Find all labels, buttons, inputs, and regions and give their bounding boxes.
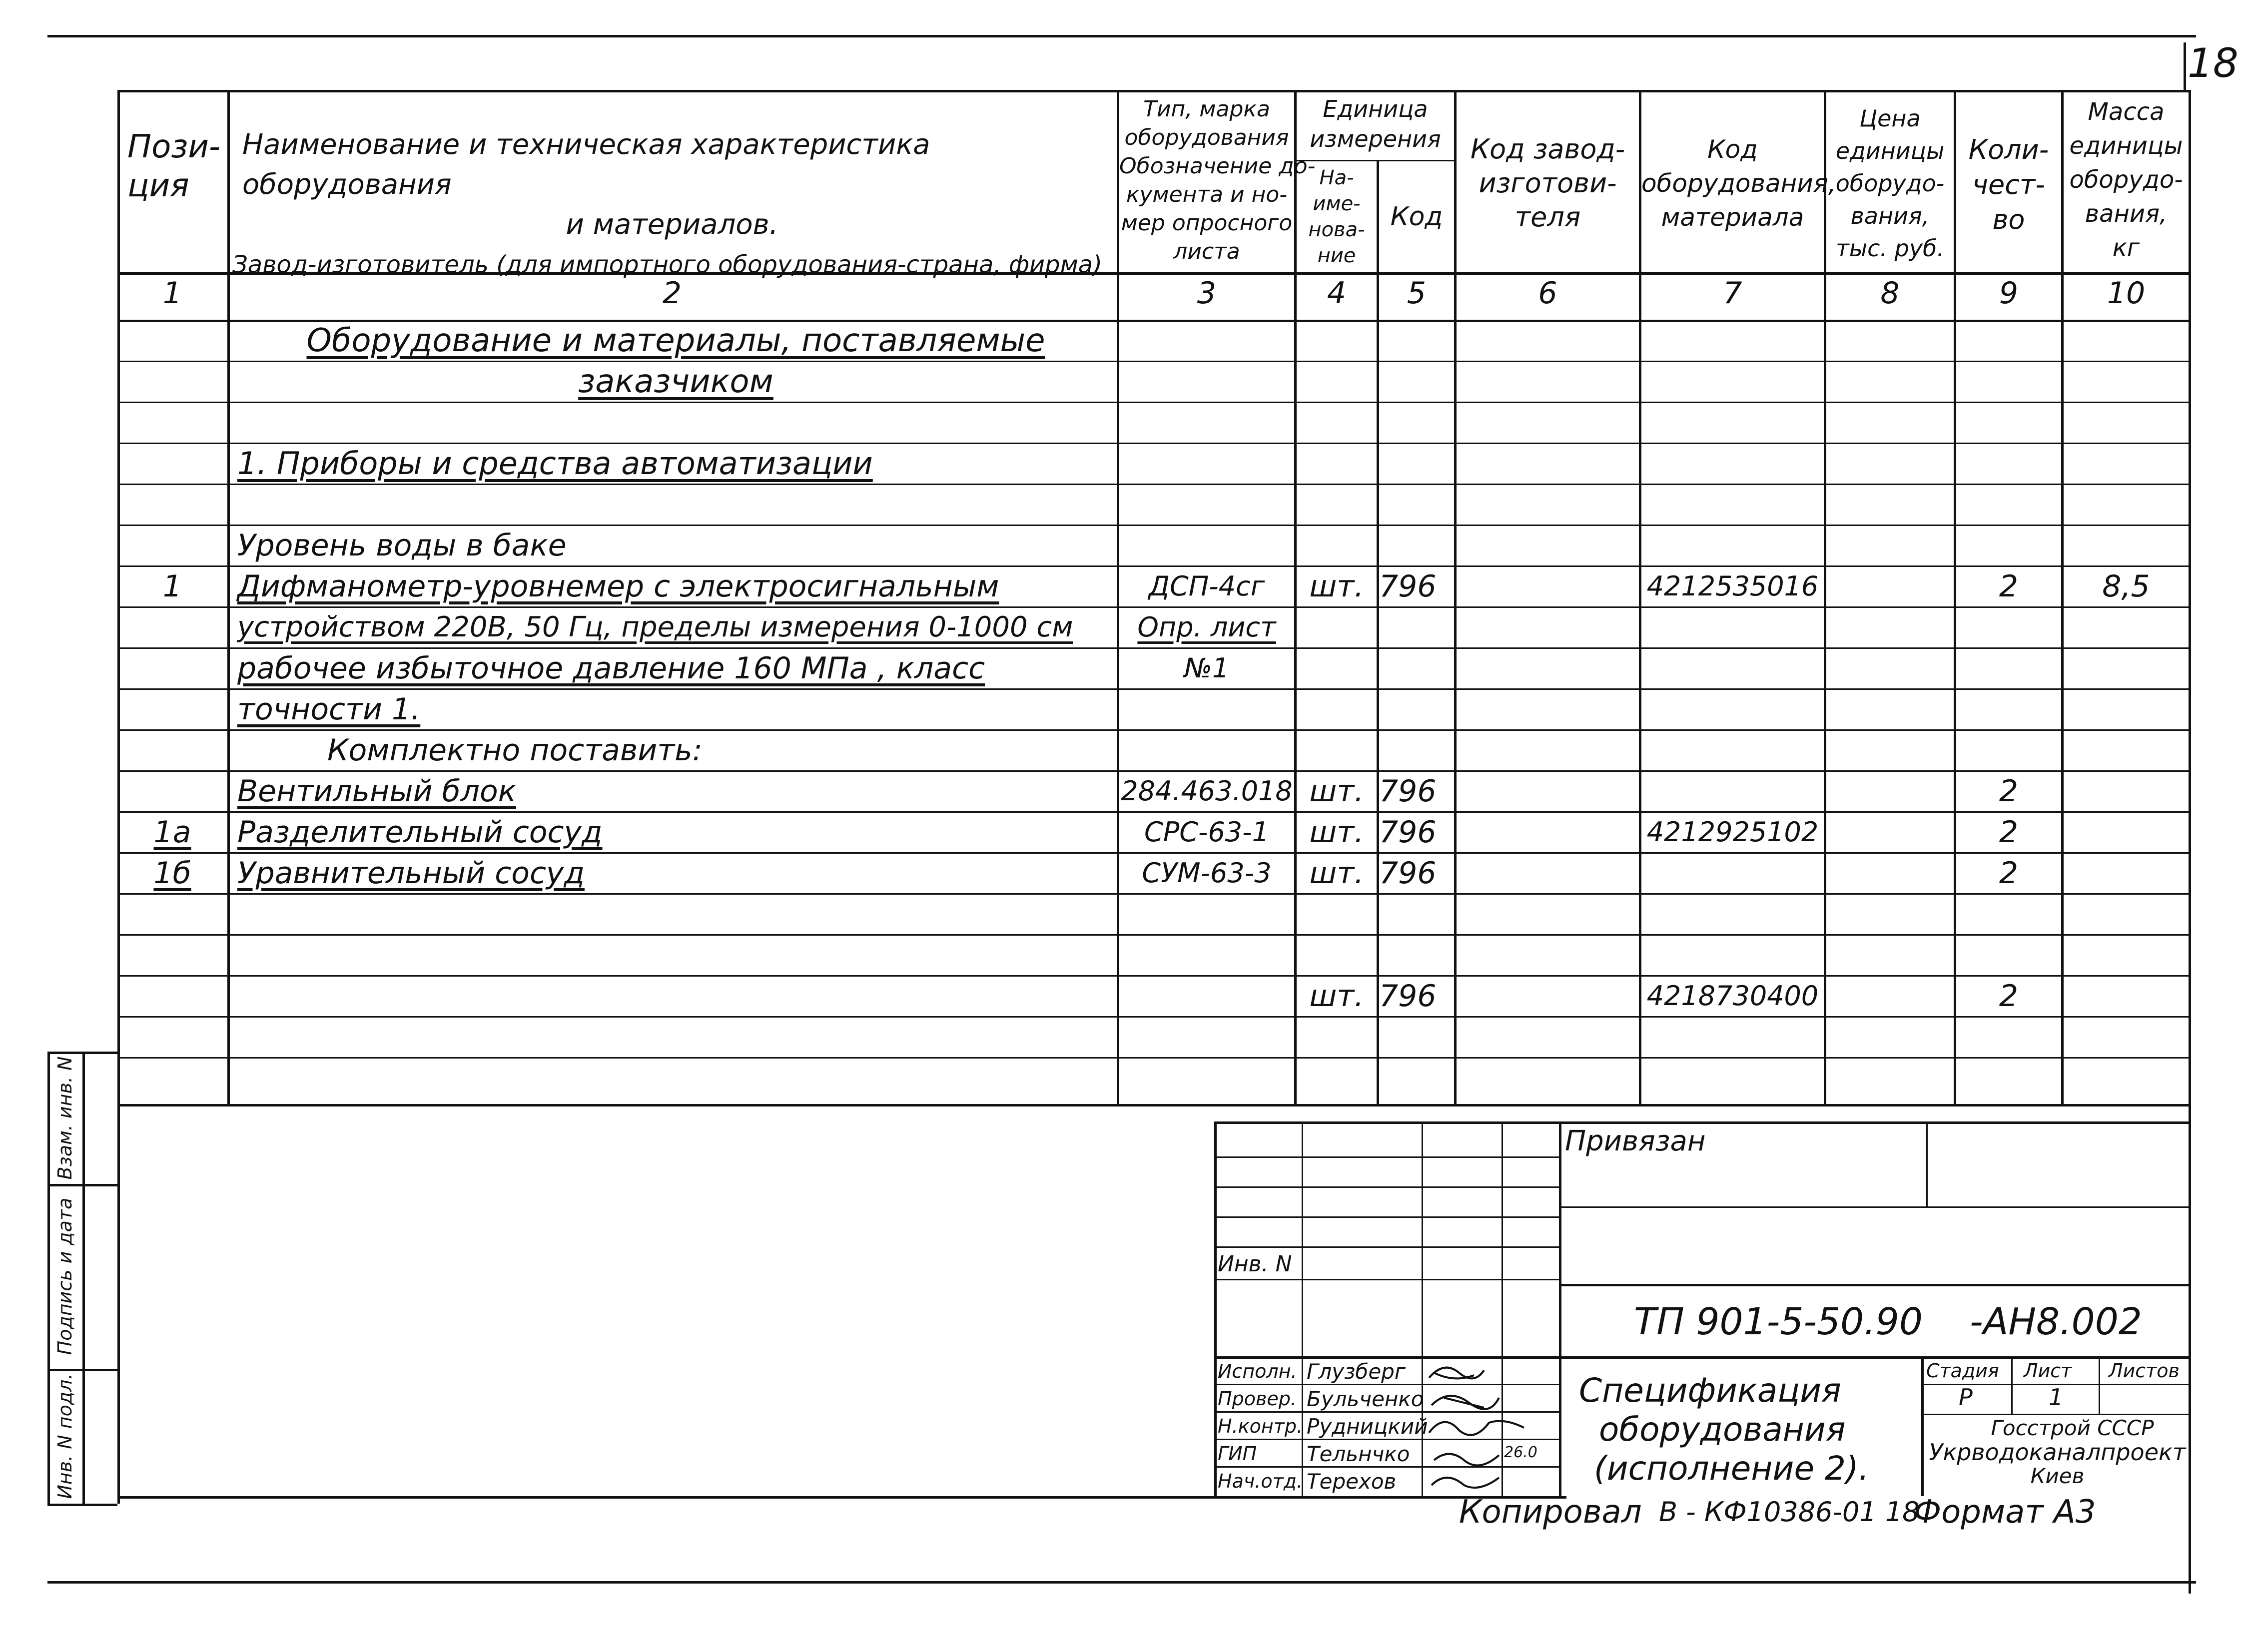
inventory-number-label: Инв. N [1218,1251,1292,1277]
cell-name: Уровень воды в баке [237,528,567,563]
signer-role: Нач.отд. [1218,1470,1303,1492]
cell-type: 284.463.018 [1121,775,1293,807]
cell-equip: 4212925102 [1646,816,1819,848]
header-position: Пози- ция [127,128,220,204]
header-equipment-code: Код оборудования, материала [1641,135,1836,232]
cell-type: ДСП-4сг [1148,570,1265,602]
cell-type: Опр. лист [1137,611,1276,643]
cell-type: СРС-63-1 [1144,816,1269,848]
header-mass: Масса единицы оборудо- вания, кг [2069,98,2183,262]
stage-value: Р [1959,1384,1973,1411]
cell-code: 796 [1379,569,1437,604]
cell-code: 796 [1379,856,1437,891]
column-number: 5 [1407,276,1427,311]
header-quantity: Коли- чест- во [1968,134,2049,235]
sheet-value: 1 [2049,1384,2064,1411]
cell-qty: 2 [1999,856,2019,891]
cell-pos: 1а [153,815,191,850]
cell-name: Дифманометр-уровнемер с электросигнальным [237,569,999,604]
cell-name: Оборудование и материалы, поставляемые [306,322,1045,359]
cell-name: Разделительный сосуд [237,815,603,850]
cell-qty: 2 [1999,774,2019,809]
stage-label: Стадия [1926,1360,1999,1382]
cell-qty: 2 [1999,979,2019,1014]
column-number: 8 [1880,276,1900,311]
column-number: 3 [1197,276,1217,311]
sheets-label: Листов [2109,1360,2180,1382]
cell-name: точности 1. [237,692,421,727]
cell-name: Комплектно поставить: [327,733,703,768]
column-number: 2 [662,276,682,311]
header-unit-name: На- име- нова- ние [1308,166,1365,267]
signature-date: 26.0 [1504,1444,1537,1461]
signer-role: ГИП [1218,1443,1257,1465]
column-number: 7 [1723,276,1742,311]
sheet-label: Лист [2024,1360,2072,1382]
signer-role: Провер. [1218,1388,1297,1410]
document-code: ТП 901-5-50.90 -АН8.002 [1634,1300,2142,1343]
bottom-border [47,1581,2196,1584]
top-border [47,35,2196,37]
cell-unit: шт. [1309,569,1364,604]
column-number: 1 [162,276,182,311]
cell-name: устройством 220В, 50 Гц, пределы измерения 0-1000 см [237,611,1073,643]
cell-pos: 1 [162,569,182,604]
column-number: 9 [1999,276,2019,311]
cell-mass: 8,5 [2102,569,2150,604]
cell-unit: шт. [1309,815,1364,850]
cell-qty: 2 [1999,815,2019,850]
document-title: Спецификация оборудования (исполнение 2). [1579,1371,1869,1488]
header-maker-code: Код завод- изготови- теля [1470,133,1625,233]
signatures-image [1424,1358,1554,1495]
side-stamp-field: Взам. инв. N [54,1056,76,1180]
cell-unit: шт. [1309,856,1364,891]
cell-unit: шт. [1309,774,1364,809]
header-name: Наименование и техническая характеристика оборудования и материалов. Завод-изготовитель (для импортного оборудования-страна, фирма) [232,128,1102,279]
side-stamp-field: Подпись и дата [54,1197,76,1355]
copied-by-label: Копировал [1459,1494,1642,1531]
signer-role: Н.контр. [1218,1415,1303,1437]
column-number: 6 [1538,276,1557,311]
column-number: 10 [2107,276,2146,311]
cell-code: 796 [1379,774,1437,809]
header-unit-group: Единица измерения [1310,95,1441,152]
cell-code: 796 [1379,979,1437,1014]
column-number: 4 [1327,276,1347,311]
signer-name: Бульченко [1307,1387,1424,1411]
header-unit-code: Код [1390,202,1443,232]
signer-role: Исполн. [1218,1360,1297,1382]
signer-name: Глузберг [1307,1359,1406,1384]
sheet-number: 18 [2188,40,2239,86]
side-stamp-field: Инв. N подл. [54,1373,76,1499]
cell-unit: шт. [1309,979,1364,1014]
cell-qty: 2 [1999,569,2019,604]
cell-type: СУМ-63-3 [1142,857,1272,889]
copy-code: В - КФ10386-01 18 [1659,1496,1920,1528]
cell-equip: 4218730400 [1646,980,1819,1012]
cell-name: 1. Приборы и средства автоматизации [237,445,873,482]
cell-pos: 1б [153,856,191,891]
header-type: Тип, марка оборудования Обозначение до- кумента и но- мер опросного листа [1119,96,1316,264]
privyazan-label: Привязан [1565,1125,1706,1157]
cell-name: Уравнительный сосуд [237,856,585,891]
cell-name: рабочее избыточное давление 160 МПа , класс [237,651,985,686]
signer-name: Терехов [1307,1469,1397,1494]
cell-equip: 4212535016 [1646,570,1819,602]
signer-name: Тельнчко [1307,1442,1410,1466]
cell-name: заказчиком [578,363,773,400]
organization: Госстрой СССР Укрводоканалпроект Киев [1929,1416,2186,1488]
format-label: Формат А3 [1914,1494,2096,1531]
cell-code: 796 [1379,815,1437,850]
signer-name: Рудницкий [1307,1414,1428,1439]
cell-type: №1 [1184,652,1230,684]
header-price: Цена единицы оборудо- вания, тыс. руб. [1835,105,1945,262]
cell-name: Вентильный блок [237,774,516,809]
right-border [2189,90,2191,1594]
